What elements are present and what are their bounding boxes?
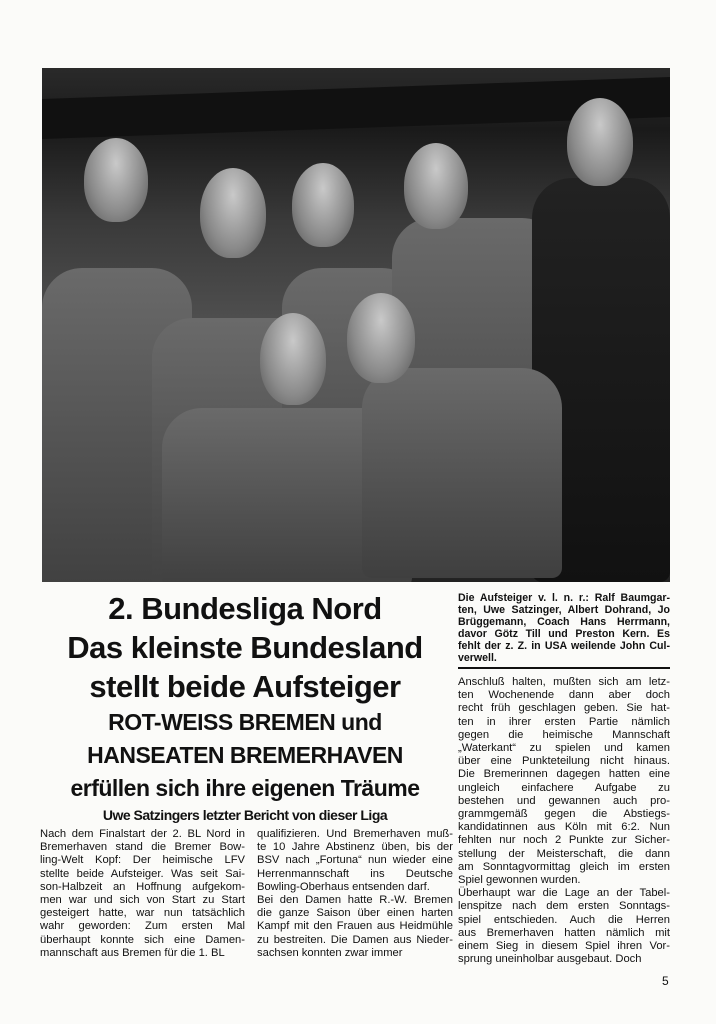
byline: Uwe Satzingers letzter Bericht von dieser Liga (102, 807, 388, 823)
text-line: fehlt der z. Z. in USA weilende John Cul- (458, 640, 670, 652)
text-line: aus Bremerhaven hatten nämlich mit (458, 926, 670, 939)
text-line: fehlten nur noch 2 Punkte zur Sicher- (458, 834, 670, 847)
text-line: über eine Punkteteilung nicht hinaus. (458, 755, 670, 768)
text-line: Bei den Damen hatte R.-W. Bremen (257, 894, 453, 907)
text-line: sachsen konnten zwar immer (257, 946, 403, 959)
text-line: kandidatinnen aus Köln mit 6:2. Nun (458, 821, 670, 834)
headline-line-6: erfüllen sich ihre eigenen Träume (70, 775, 420, 801)
text-line: zu bestreiten. Die Damen aus Nieder- (257, 933, 453, 946)
text-line: „Waterkant“ zu spielen und kamen (458, 742, 670, 755)
headline-line-5: HANSEATEN BREMERHAVEN (87, 742, 403, 768)
text-line: ten Wochenende dann aber doch (458, 689, 670, 702)
text-line: mannschaft aus Bremen für die 1. BL (40, 946, 225, 959)
text-line: son-Halbzeit an Hoffnung aufgekom- (40, 880, 245, 893)
text-line: ungleich einfachere Aufgabe zu (458, 781, 670, 794)
text-line: qualifizieren. Und Bremerhaven muß- (257, 828, 453, 840)
text-line: Nach dem Finalstart der 2. BL Nord in (40, 828, 245, 840)
photo-caption (458, 592, 670, 664)
text-line: am Sonntagvormittag gleich im ersten (458, 860, 670, 873)
text-line: Die Aufsteiger v. l. n. r.: Ralf Baumgar- (458, 592, 670, 604)
text-line: recht früh geschlagen geben. Sie hat- (458, 702, 670, 715)
text-line: grammgemäß gegen die Abstiegs- (458, 808, 670, 821)
text-line: bestehen und gewannen auch pro- (458, 794, 670, 807)
text-line: ten, Uwe Satzinger, Albert Dohrand, Jo (458, 604, 670, 616)
text-line: sprung uneinholbar ausgebaut. Doch (458, 953, 642, 966)
text-line: davor Götz Till und Preston Kern. Es (458, 628, 670, 640)
text-line: Überhaupt war die Lage an der Tabel- (458, 887, 670, 900)
text-line: ling-Welt Kopf: Der heimische LFV (40, 854, 245, 867)
headline-line-2: Das kleinste Bundesland (67, 630, 423, 665)
text-line: Brüggemann, Coach Hans Herrmann, (458, 616, 670, 628)
team-photo (42, 68, 670, 582)
text-line: te 10 Jahre Abstinenz üben, bis der (257, 841, 453, 854)
headline-line-4: ROT-WEISS BREMEN und (108, 709, 382, 735)
text-line: Bremerhaven stand die Bremer Bow- (40, 841, 245, 854)
text-line: gesteigert hatte, war nun tatsächlich (40, 907, 245, 920)
divider (458, 667, 670, 669)
text-line: stellung der Meisterschaft, die dann (458, 847, 670, 860)
column-3 (458, 676, 670, 966)
text-line: die ganze Saison über einen harten (257, 907, 453, 920)
column-1 (40, 828, 245, 960)
text-line: gegen die heimische Mannschaft (458, 728, 670, 741)
text-line: stellte beide Aufsteiger. Was seit Sai- (40, 867, 245, 880)
text-line: Kampf mit den Frauen aus Heidmühle (257, 920, 453, 933)
text-line: spiel entschieden. Auch die Herren (458, 913, 670, 926)
text-line: Anschluß halten, mußten sich am letz- (458, 676, 670, 688)
page-number: 5 (662, 974, 669, 988)
text-line: lenspitze nach dem ersten Sonntags- (458, 900, 670, 913)
text-line: wahr geworden: Zum ersten Mal (40, 920, 245, 933)
column-2 (257, 828, 453, 960)
text-line: Bowling-Oberhaus entsenden darf. (257, 880, 430, 893)
text-line: überhaupt konnte sich eine Damen- (40, 933, 245, 946)
text-line: verwell. (458, 652, 497, 664)
text-line: einem Sieg in diesem Spiel ihren Vor- (458, 940, 670, 953)
headline-line-3: stellt beide Aufsteiger (89, 669, 401, 704)
text-line: Herrenmannschaft ins Deutsche (257, 867, 453, 880)
text-line: Die Bremerinnen dagegen hatten eine (458, 768, 670, 781)
text-line: BSV nach „Fortuna“ nun wieder eine (257, 854, 453, 867)
text-line: ten in ihrer ersten Partie nämlich (458, 715, 670, 728)
headline-line-1: 2. Bundesliga Nord (108, 591, 382, 626)
text-line: Spiel gewonnen wurden. (458, 874, 581, 887)
text-line: men war und sich von Start zu Start (40, 894, 245, 907)
